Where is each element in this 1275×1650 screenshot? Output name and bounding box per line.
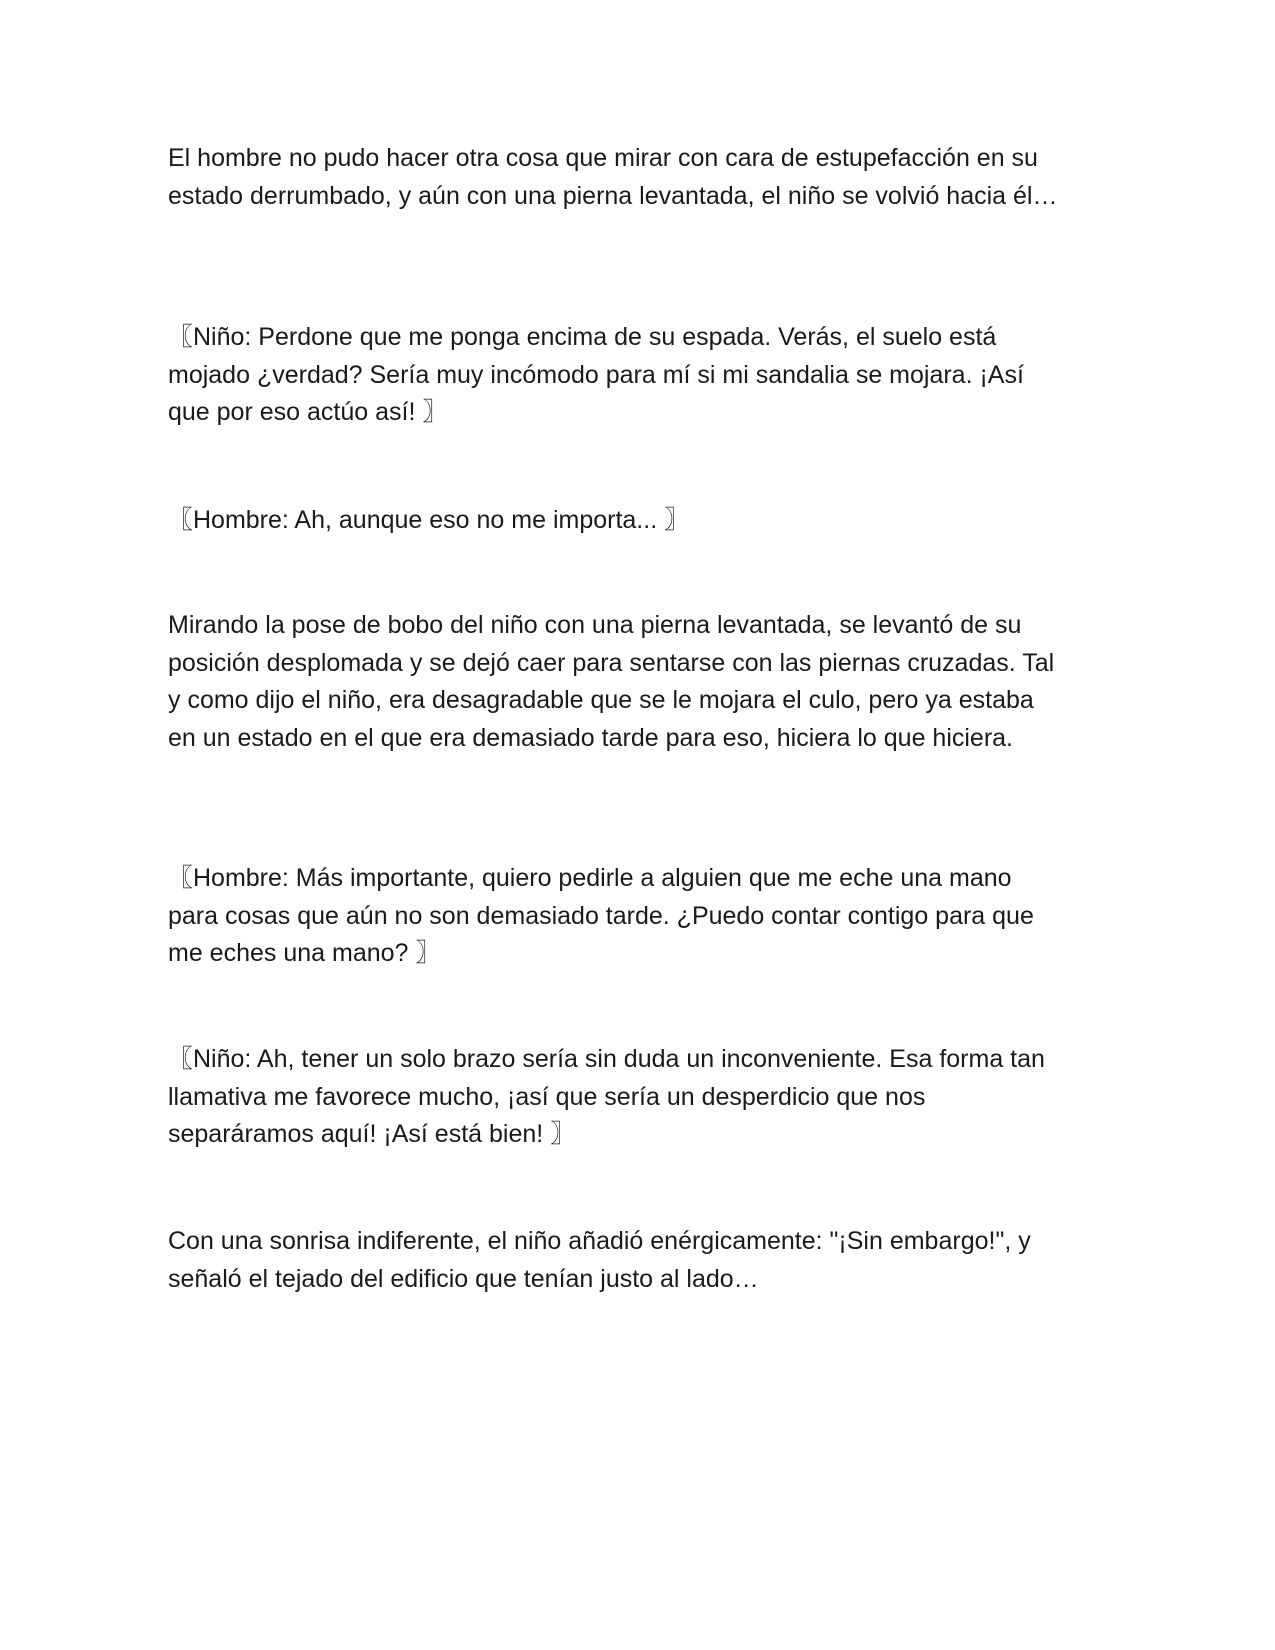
narration-paragraph: Mirando la pose de bobo del niño con una pierna levantada, se levantó de su posición desplomada y se dejó caer para sentarse con las piernas cruzadas. Tal y como dijo el niño, era desagradable que se le mojara el culo, pero ya estaba en un estado en el que era demasiado tarde para eso, hiciera lo que hiciera. — [168, 611, 1062, 752]
dialogue-paragraph: 〖Niño: Perdone que me ponga encima de su espada. Verás, el suelo está mojado ¿verdad? Sería muy incómodo para mí si mi sandalia se mojara. ¡Así que por eso actúo así! 〗 — [168, 323, 1031, 426]
dialogue-paragraph: 〖Hombre: Ah, aunque eso no me importa... 〗 — [168, 506, 690, 534]
dialogue-paragraph: 〖Hombre: Más importante, quiero pedirle a alguien que me eche una mano para cosas que aún no son demasiado tarde. ¿Puedo contar contigo para que me eches una mano? 〗 — [168, 864, 1041, 967]
narration-paragraph: El hombre no pudo hacer otra cosa que mirar con cara de estupefacción en su estado derrumbado, y aún con una pierna levantada, el niño se volvió hacia él… — [168, 144, 1058, 210]
dialogue-paragraph: 〖Niño: Ah, tener un solo brazo sería sin duda un inconveniente. Esa forma tan llamativa me favorece mucho, ¡así que sería un desperdicio que nos separáramos aquí! ¡Así está bien! 〗 — [168, 1045, 1052, 1148]
narration-paragraph: Con una sonrisa indiferente, el niño añadió enérgicamente: "¡Sin embargo!", y señaló el tejado del edificio que tenían justo al lado… — [168, 1227, 1038, 1293]
